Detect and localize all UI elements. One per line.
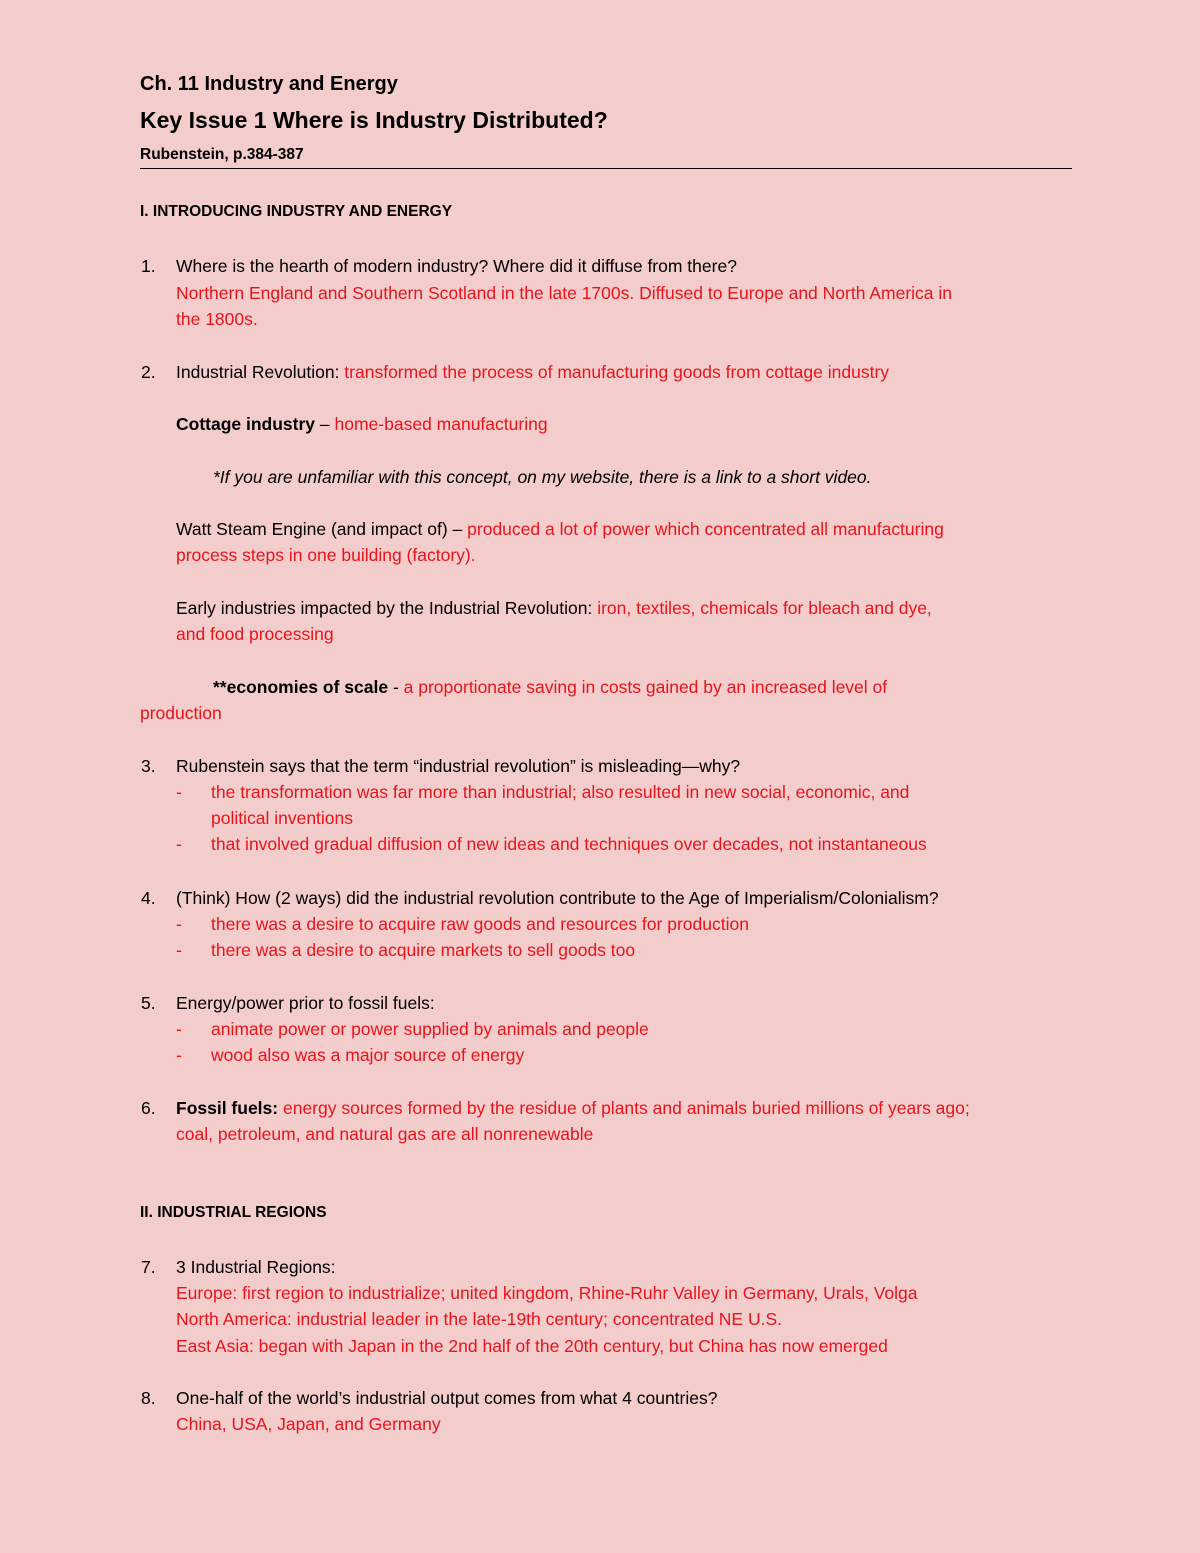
watt-line1 bbox=[176, 516, 944, 542]
q8-question: One-half of the world’s industrial output comes from what 4 countries? bbox=[176, 1388, 718, 1408]
cottage-answer: home-based manufacturing bbox=[334, 414, 548, 434]
q2-number: 2. bbox=[141, 362, 156, 382]
q2-line bbox=[176, 359, 889, 385]
q3-bullet-1: the transformation was far more than industrial; also resulted in new social, economic, and bbox=[211, 782, 910, 802]
q6-line1 bbox=[176, 1095, 970, 1121]
q2-answer: transformed the process of manufacturing goods from cottage industry bbox=[344, 362, 890, 382]
q4-bullet-1: there was a desire to acquire raw goods and resources for production bbox=[211, 914, 749, 934]
q6-answer-line1: energy sources formed by the residue of plants and animals buried millions of years ago; bbox=[282, 1098, 970, 1118]
q8-answer: China, USA, Japan, and Germany bbox=[176, 1414, 441, 1434]
q4-bullet-2: there was a desire to acquire markets to sell goods too bbox=[211, 940, 636, 960]
header-rule bbox=[140, 168, 1072, 169]
q6-number: 6. bbox=[141, 1098, 156, 1118]
q5-question: Energy/power prior to fossil fuels: bbox=[176, 993, 435, 1013]
q5-number: 5. bbox=[141, 993, 156, 1013]
q7-question: 3 Industrial Regions: bbox=[176, 1257, 336, 1277]
q4-number: 4. bbox=[141, 888, 156, 908]
q8-number: 8. bbox=[141, 1388, 156, 1408]
watt-answer-line2: process steps in one building (factory). bbox=[176, 545, 476, 565]
q7-answer-europe: Europe: first region to industrialize; united kingdom, Rhine-Ruhr Valley in Germany, Urals, Volga bbox=[176, 1283, 918, 1303]
q1-question: Where is the hearth of modern industry? Where did it diffuse from there? bbox=[176, 256, 737, 276]
video-note: *If you are unfamiliar with this concept, on my website, there is a link to a short video. bbox=[213, 467, 872, 487]
q3-bullet-marker-2: - bbox=[176, 834, 182, 854]
cottage-dash: – bbox=[315, 414, 335, 434]
watt-term: Watt Steam Engine (and impact of) – bbox=[176, 519, 468, 539]
q3-bullet-2: that involved gradual diffusion of new ideas and techniques over decades, not instantaneous bbox=[211, 834, 927, 854]
early-answer-line2: and food processing bbox=[176, 624, 334, 644]
q7-answer-north-america: North America: industrial leader in the late-19th century; concentrated NE U.S. bbox=[176, 1309, 782, 1329]
q7-number: 7. bbox=[141, 1257, 156, 1277]
q6-term: Fossil fuels: bbox=[176, 1098, 279, 1118]
q4-bullet-marker-2: - bbox=[176, 940, 182, 960]
q5-bullet-2: wood also was a major source of energy bbox=[211, 1045, 525, 1065]
q1-answer-line1: Northern England and Southern Scotland in the late 1700s. Diffused to Europe and North America in bbox=[176, 283, 953, 303]
q2-term: Industrial Revolution: bbox=[176, 362, 340, 382]
key-issue-title: Key Issue 1 Where is Industry Distributed? bbox=[140, 107, 608, 133]
cottage-line bbox=[176, 411, 548, 437]
early-term: Early industries impacted by the Industrial Revolution: bbox=[176, 598, 598, 618]
q1-answer-line2: the 1800s. bbox=[176, 309, 258, 329]
q1-number: 1. bbox=[141, 256, 156, 276]
q5-bullet-marker-2: - bbox=[176, 1045, 182, 1065]
econ-answer-line1: a proportionate saving in costs gained by an increased level of bbox=[403, 677, 888, 697]
q5-bullet-1: animate power or power supplied by animals and people bbox=[211, 1019, 649, 1039]
q3-question: Rubenstein says that the term “industrial revolution” is misleading—why? bbox=[176, 756, 741, 776]
section-heading-1: I. INTRODUCING INDUSTRY AND ENERGY bbox=[140, 203, 453, 220]
q5-bullet-marker-1: - bbox=[176, 1019, 182, 1039]
watt-answer-line1: produced a lot of power which concentrated all manufacturing bbox=[467, 519, 944, 539]
section-heading-2: II. INDUSTRIAL REGIONS bbox=[140, 1204, 327, 1221]
econ-term: **economies of scale bbox=[213, 677, 389, 697]
q6-answer-line2: coal, petroleum, and natural gas are all nonrenewable bbox=[176, 1124, 594, 1144]
source-reference: Rubenstein, p.384-387 bbox=[140, 146, 304, 163]
econ-line1 bbox=[213, 674, 887, 700]
q4-bullet-marker-1: - bbox=[176, 914, 182, 934]
chapter-title: Ch. 11 Industry and Energy bbox=[140, 73, 398, 95]
early-line1 bbox=[176, 595, 932, 621]
q4-question: (Think) How (2 ways) did the industrial revolution contribute to the Age of Imperialism/Colonialism? bbox=[176, 888, 939, 908]
q3-bullet-1-cont: political inventions bbox=[211, 808, 354, 828]
econ-answer-line2: production bbox=[140, 703, 222, 723]
q7-answer-east-asia: East Asia: began with Japan in the 2nd half of the 20th century, but China has now emerged bbox=[176, 1336, 888, 1356]
early-answer-line1: iron, textiles, chemicals for bleach and dye, bbox=[597, 598, 932, 618]
q3-bullet-marker-1: - bbox=[176, 782, 182, 802]
q3-number: 3. bbox=[141, 756, 156, 776]
cottage-term: Cottage industry bbox=[176, 414, 316, 434]
econ-dash: - bbox=[388, 677, 404, 697]
